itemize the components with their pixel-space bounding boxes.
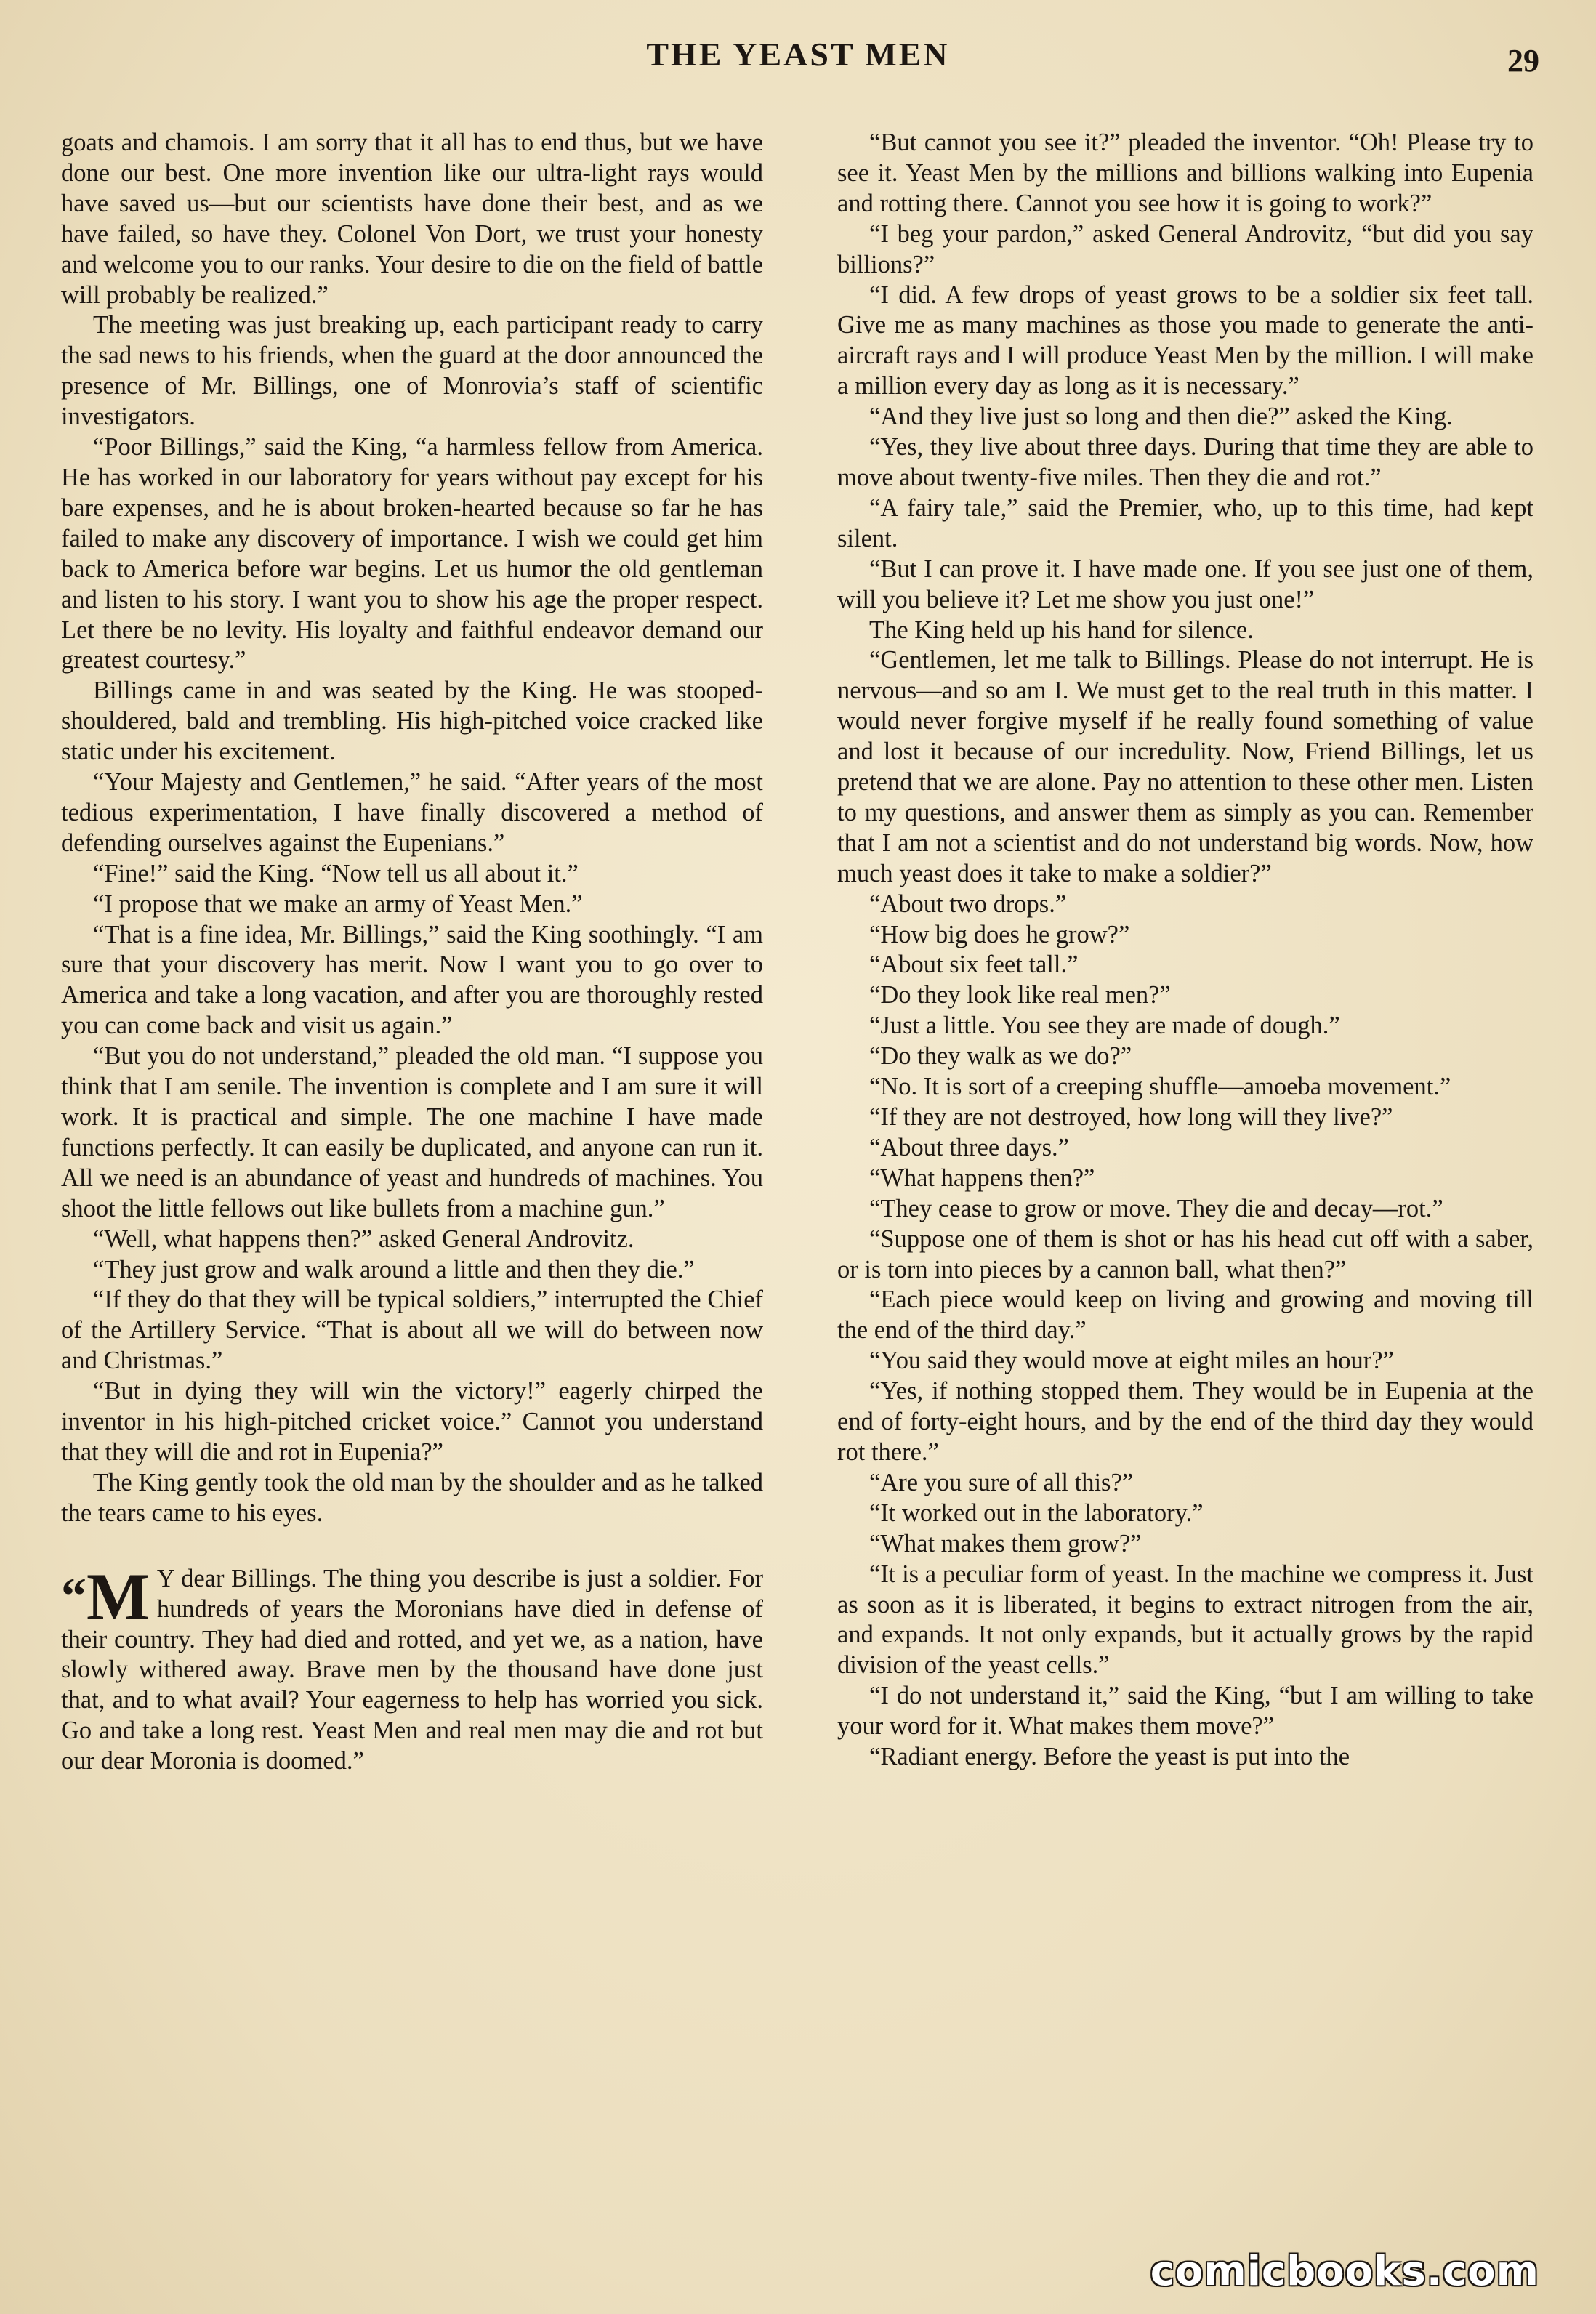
paragraph: The meeting was just breaking up, each participant ready to carry the sad news to his friends, when the guard at the door announced the presence of Mr. Billings, one of Monrovia’s staff of scientific investigators. bbox=[61, 311, 763, 431]
paragraph: “They just grow and walk around a little and then they die.” bbox=[93, 1255, 695, 1283]
paragraph: “A fairy tale,” said the Premier, who, up to this time, had kept silent. bbox=[837, 493, 1533, 552]
paragraph: The King held up his hand for silence. bbox=[869, 616, 1254, 644]
paragraph: “It worked out in the laboratory.” bbox=[869, 1499, 1204, 1527]
running-title: THE YEAST MEN bbox=[646, 36, 950, 73]
drop-cap bbox=[61, 1559, 157, 1634]
paragraph: “You said they would move at eight miles an hour?” bbox=[869, 1347, 1394, 1375]
paragraph: “What happens then?” bbox=[869, 1164, 1095, 1192]
paragraph: “About two drops.” bbox=[869, 890, 1067, 918]
paragraph: “It is a peculiar form of yeast. In the machine we compress it. Just as soon as it is liberated, it begins to extract nitrogen from the air, and expands. It not only expands, but it actually grows by the rapid division of the yeast cells.” bbox=[837, 1560, 1533, 1680]
paragraph: “I propose that we make an army of Yeast Men.” bbox=[93, 890, 583, 918]
paragraph: “But in dying they will win the victory!” eagerly chirped the inventor in his high-pitched cricket voice.” Cannot you understand that they will die and rot in Eupenia?” bbox=[61, 1377, 763, 1466]
paragraph: “Suppose one of them is shot or has his head cut off with a saber, or is torn into pieces by a cannon ball, what then?” bbox=[837, 1225, 1533, 1283]
paragraph: “Are you sure of all this?” bbox=[869, 1468, 1134, 1496]
drop-cap-letter: M bbox=[86, 1559, 150, 1634]
paragraph: “Each piece would keep on living and growing and moving till the end of the third day.” bbox=[837, 1286, 1533, 1345]
paragraph: The King gently took the old man by the shoulder and as he talked the tears came to his eyes. bbox=[61, 1468, 763, 1527]
watermark-logo: comicbooks.com bbox=[1150, 2248, 1539, 2295]
paragraph: “But I can prove it. I have made one. If you see just one of them, will you believe it? Let me show you just one!” bbox=[837, 555, 1533, 613]
paragraph: “But cannot you see it?” pleaded the inventor. “Oh! Please try to see it. Yeast Men by the millions and billions walking into Eupenia and rotting there. Cannot you see how it is going to work?” bbox=[837, 129, 1533, 217]
paragraph: “I do not understand it,” said the King, “but I am willing to take your word for it. What makes them move?” bbox=[837, 1682, 1533, 1741]
paragraph: “I did. A few drops of yeast grows to be a soldier six feet tall. Give me as many machines as those you made to generate the anti-aircraft rays and I will produce Yeast Men by the million. I will make a million every day as long as it is necessary.” bbox=[837, 281, 1533, 400]
paragraph: goats and chamois. I am sorry that it all has to end thus, but we have done our best. One more invention like our ultra-light rays would have saved us—but our scientists have done their best, and as we have failed, so have they. Colonel Von Dort, we trust your honesty and welcome you to our ranks. Your desire to die on the field of battle will probably be realized.” bbox=[61, 129, 763, 309]
left-column bbox=[61, 128, 763, 1777]
paragraph: “But you do not understand,” pleaded the old man. “I suppose you think that I am senile. The invention is complete and I am sure it will work. It is practical and simple. The one machine I have made functions perfectly. It can easily be duplicated, and anyone can run it. All we need is an abundance of yeast and hundreds of machines. You shoot the little fellows out like bullets from a machine gun.” bbox=[61, 1042, 763, 1222]
right-column bbox=[837, 128, 1533, 1773]
paragraph: Billings came in and was seated by the King. He was stooped-shouldered, bald and trembling. His high-pitched voice cracked like static under his excitement. bbox=[61, 677, 763, 766]
paragraph: “And they live just so long and then die?” asked the King. bbox=[869, 403, 1453, 431]
paragraph: “Yes, they live about three days. During that time they are able to move about twenty-five miles. Then they die and rot.” bbox=[837, 433, 1533, 491]
paragraph: “How big does he grow?” bbox=[869, 920, 1130, 948]
paragraph: “What makes them grow?” bbox=[869, 1529, 1142, 1557]
paragraph: “Do they look like real men?” bbox=[869, 981, 1171, 1009]
section-text: Y dear Billings. The thing you describe is just a soldier. For hundreds of years the Moronians have died in defense of their country. They had died and rotted, and yet we, as a nation, have slowly withered away. Brave men by the thousand have done just that, and to what avail? Your eagerness to help has worried you sick. Go and take a long rest. Yeast Men and real men may die and rot but our dear Moronia is doomed.” bbox=[61, 1564, 763, 1775]
paragraph: “They cease to grow or move. They die and decay—rot.” bbox=[869, 1194, 1443, 1222]
paragraph: “Just a little. You see they are made of dough.” bbox=[869, 1012, 1340, 1040]
paragraph: “No. It is sort of a creeping shuffle—amoeba movement.” bbox=[869, 1073, 1451, 1101]
paragraph: “I beg your pardon,” asked General Androvitz, “but did you say billions?” bbox=[837, 219, 1533, 278]
paragraph: “About three days.” bbox=[869, 1133, 1069, 1161]
paragraph: “If they are not destroyed, how long will they live?” bbox=[869, 1103, 1393, 1131]
paragraph: “About six feet tall.” bbox=[869, 951, 1079, 979]
paragraph: “Gentlemen, let me talk to Billings. Please do not interrupt. He is nervous—and so am I. We must get to the real truth in this matter. I would never forgive myself if he really found something of value and lost it because of our incredulity. Now, Friend Billings, let us pretend that we are alone. Pay no attention to these other men. Listen to my questions, and answer them as simply as you can. Remember that I am not a scientist and do not understand big words. Now, how much yeast does it take to make a soldier?” bbox=[837, 646, 1533, 887]
drop-cap-quote: “ bbox=[61, 1568, 86, 1624]
paragraph: “If they do that they will be typical soldiers,” interrupted the Chief of the Artillery Service. “That is about all we will do between now and Christmas.” bbox=[61, 1286, 763, 1375]
paragraph: “Poor Billings,” said the King, “a harmless fellow from America. He has worked in our laboratory for years without pay except for his bare expenses, and he is about broken-hearted because so far he has failed to make any discovery of importance. I wish we could get him back to America before war begins. Let us humor the old gentleman and listen to his story. I want you to show his age the proper respect. Let there be no levity. His loyalty and faithful endeavor demand our greatest courtesy.” bbox=[61, 433, 763, 674]
paragraph: “Fine!” said the King. “Now tell us all about it.” bbox=[93, 859, 579, 887]
paragraph: “Well, what happens then?” asked General Androvitz. bbox=[93, 1225, 634, 1253]
paragraph: “That is a fine idea, Mr. Billings,” said the King soothingly. “I am sure that your discovery has merit. Now I want you to go over to America and take a long vacation, and after you are thoroughly rested you can come back and visit us again.” bbox=[61, 920, 763, 1040]
section-paragraph bbox=[61, 1559, 763, 1777]
page-number: 29 bbox=[1507, 43, 1539, 78]
paragraph: “Radiant energy. Before the yeast is put into the bbox=[869, 1743, 1350, 1771]
paragraph: “Yes, if nothing stopped them. They would be in Eupenia at the end of forty-eight hours, and by the end of the third day they would rot there.” bbox=[837, 1377, 1533, 1466]
paragraph: “Your Majesty and Gentlemen,” he said. “After years of the most tedious experimentation, I have finally discovered a method of defending ourselves against the Eupenians.” bbox=[61, 768, 763, 857]
paragraph: “Do they walk as we do?” bbox=[869, 1042, 1132, 1071]
